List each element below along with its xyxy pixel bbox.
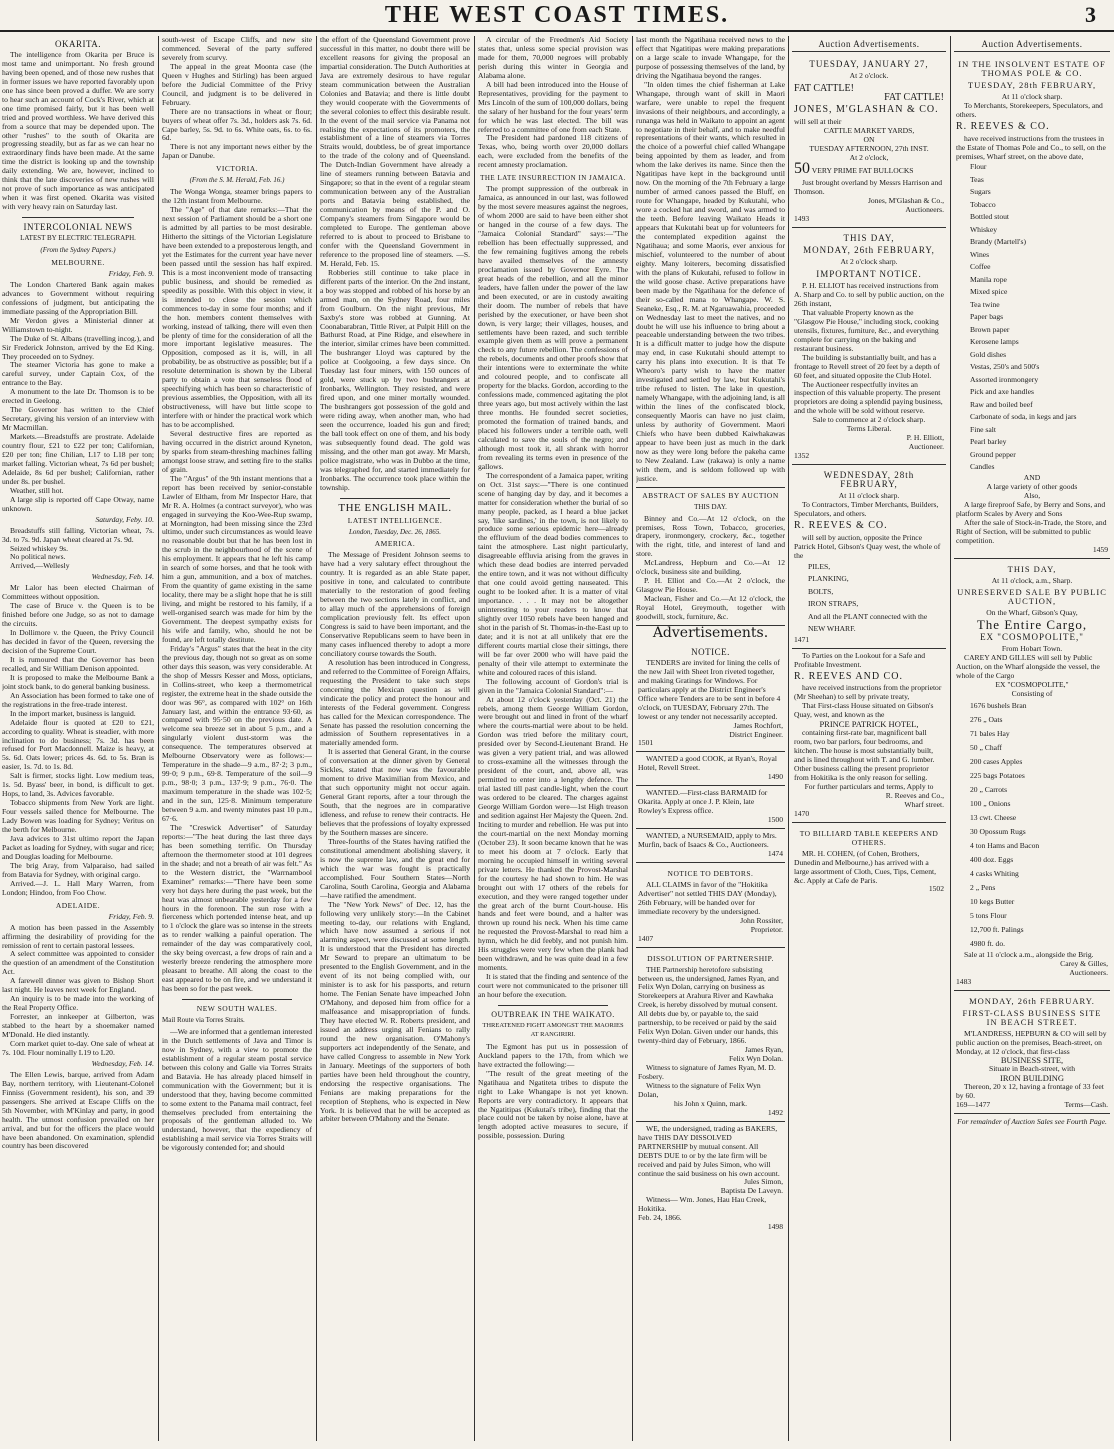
paragraph: No political news.: [10, 552, 66, 562]
cargo-item: 4 ton Hams and Bacon: [970, 840, 1040, 850]
goods-item: Brandy (Martell's): [970, 237, 1026, 247]
paragraph: Salt is firmer, stocks light. Low medium teas, 1s. 5d. Byass' beer, in bond, is difficult to get. Hops, to land, 3s. Advices favorable.: [2, 771, 154, 799]
ad-text: From Hobart Town.: [1001, 644, 1063, 654]
paragraph: The Duke of St. Albans (travelling incog.), and Sir Frederick Johnston, arrived by the Ed King. They proceeded on to Sydney.: [2, 333, 154, 361]
goods-item: Carbonate of soda, in kegs and jars: [970, 412, 1077, 422]
billiard-heading: TO BILLIARD TABLE KEEPERS AND OTHERS.: [799, 828, 939, 847]
witness: Witness— Wm. Jones, Hau Hau Creek, Hokitika.: [638, 1195, 767, 1214]
ad-text: A large fireproof Safe, by Berry and Sons, and platform Scales by Avery and Sons: [956, 499, 1106, 518]
abstract-item: Binney and Co.—At 12 o'clock, on the premises, Ross Town, Tobacco, groceries, drapery, ironmongery, crockery, &c., together with the right, title, and interest of land and store.: [636, 513, 785, 559]
dateline: Friday, Feb. 9.: [108, 268, 154, 278]
cargo-item: 4 casks Whiting: [970, 868, 1019, 878]
paragraph: In the import market, business is languid.: [10, 708, 136, 718]
paragraph: The Wonga Wonga, steamer brings papers to the 12th instant from Melbourne.: [162, 187, 312, 206]
goods-item: Tea twine: [970, 299, 1000, 309]
paragraph: An inquiry is to be made into the working of the Real Property Office.: [2, 994, 154, 1013]
ad-text: will sell at their: [794, 116, 842, 126]
paragraph: The Ellen Lewis, barque, arrived from Adam Bay, northern territory, with Lieutenant-Colonel Finniss (Government resident), his son, and 39 passengers. She arrived at Escape Cliffs on the 5th November, with M'Kinlay and party, in good health. The utmost confusion prevailed on her arrival, and but for the officers the place would have been abandoned. On examination, splendid country has been discovered: [2, 1069, 154, 1151]
dateline: Friday, Feb. 9.: [108, 911, 154, 921]
paragraph: There is not any important news either by the Japan or Danube.: [162, 142, 312, 161]
signature: R. Reeves and Co.,: [885, 790, 944, 800]
ad-text: Consisting of: [1011, 689, 1053, 698]
signature: Baptista De Laveyn.: [720, 1186, 783, 1196]
english-mail-subheading: LATEST INTELLIGENCE.: [347, 515, 443, 525]
list-item: IRON STRAPS,: [808, 599, 859, 609]
paragraph: south-west of Escape Cliffs, and new site commenced. Several of the party suffered severely from scurvy.: [162, 36, 312, 62]
hotel-sale-ad: [792, 649, 946, 823]
goods-item: Coffee: [970, 262, 991, 272]
ad-text: have received instructions from the trustees in the Estate of Thomas Pole and Co., to sell, on the premises, Wharf street, on the above date,: [956, 133, 1106, 161]
ad-number: 1490: [767, 772, 783, 782]
goods-item: Gold dishes: [970, 349, 1007, 359]
cargo-sale-ad: [954, 559, 1110, 991]
cargo-heading: The Entire Cargo,: [976, 617, 1088, 633]
paragraph: A monument to the late Dr. Thomson is to be erected in Geelong.: [2, 387, 154, 406]
ad-text: WANTED, a NURSEMAID, apply to Mrs. Murfin, back of Isaacs & Co., Auctioneers.: [638, 831, 777, 850]
signature: Jules Simon,: [744, 1177, 783, 1187]
ad-number: 1352: [794, 451, 810, 461]
intercolonial-subheading: LATEST BY ELECTRIC TELEGRAPH.: [20, 234, 136, 243]
goods-item: Raw and boiled beef: [970, 399, 1033, 409]
ad-text: Sale to commence at 2 o'clock sharp.: [812, 415, 926, 425]
paragraph: At about 12 o'clock yesterday (Oct. 21) the rebels, among them George William Gordon, were brought out and lined in front of the wharf where the courts-martial were about to be held. Gordon was tried before the military court, presided over by Second-Lieutenant Brand. He was given a very patient trial, and was allowed to cross-examine all the witnesses through the president of the court, and, above all, was permitted to enter into a lengthy defence. The trial lasted till past candle-light, when the court was ordered to be cleared. The charges against George William Gordon were—1st High treason and sedition against Her Majesty the Queen. 2nd. Inciting to murder and rebellion. He was put into the court-martial on the next Monday morning (October 23). It soon became known that he was to meet his doom at 7 o'clock. Early that morning he occupied himself in writing several private letters. He thanked the Provost-Marshal for the courtesy he had shown to him. He was brought out with 17 others of the rebels for execution, and they were ranged together under the great arch of the burnt Court-house. His hands and feet were bound, and a halter was thrown up round his neck. When his time came he requested the Provost-Marshal to read him a hymn, which he did feebly, and not punish him. His struggles were very few when the plank had been withdrawn, and he was quite dead in a few moments.: [478, 694, 628, 973]
insolvent-estate-ad: [954, 54, 1110, 559]
cargo-item: 1676 bushels Bran: [970, 700, 1027, 710]
cargo-item: 20 „ Carrots: [970, 784, 1008, 794]
ad-number: 1502: [928, 884, 944, 894]
dateline: Wednesday, Feb. 14.: [91, 572, 154, 582]
goods-item: Brown paper: [970, 324, 1010, 334]
paragraph: An Association has been formed to take one of the registrations in the free-trade interest.: [2, 690, 154, 709]
signature: James Rochfort,: [733, 720, 783, 730]
column-5: [636, 36, 785, 1441]
ad-number: 1501: [638, 738, 654, 748]
ad-text: BUSINESS SITE,: [1000, 1055, 1064, 1066]
ad-text: The building is substantially built, and has a frontage to Revell street of 20 feet by a depth of 60 feet, and situated opposite the Club Hotel.: [794, 352, 940, 380]
auction-date: TUESDAY, 28th FEBRUARY,: [967, 79, 1097, 90]
cargo-item: 12,700 ft. Palings: [970, 924, 1024, 934]
goods-item: Assorted ironmongery: [970, 374, 1039, 384]
ad-text: Just brought overland by Messrs Harrison and Thomson.: [794, 178, 943, 197]
signature-title: Auctioneers.: [1069, 967, 1108, 977]
cargo-item: 30 Opossum Rugs: [970, 826, 1026, 836]
list-item: PILES,: [808, 561, 831, 571]
footer-note: For remainder of Auction Sales see Fourth Page.: [957, 1117, 1107, 1127]
ad-text: For further particulars and terms, Apply to: [804, 781, 934, 791]
signature-title: Auctioneer.: [908, 442, 944, 452]
abstract-item: McLandress, Hepburn and Co.—At 12 o'clock, business site and building.: [636, 558, 785, 577]
ad-text: That valuable Property known as the "Glasgow Pie House," including stock, cooking utensils, fixtures, furniture, &c., and everything complete for carrying on the baking and restaurant business.: [794, 307, 939, 353]
auction-day: THIS DAY,: [1007, 563, 1057, 574]
ad-number: 1483: [956, 976, 972, 986]
ad-number: 1470: [794, 808, 810, 818]
signature: Felix Wyn Dolan.: [728, 1054, 783, 1064]
sale-heading: UNRESERVED SALE BY PUBLIC AUCTION,: [957, 587, 1107, 607]
cargo-item: 71 bales Hay: [970, 728, 1010, 738]
abstract-subheading: THIS DAY.: [694, 502, 727, 511]
hotel-name: PRINCE PATRICK HOTEL,: [819, 719, 919, 730]
column-rule: [316, 36, 317, 1441]
signature-title: Auctioneers.: [905, 205, 944, 215]
signature: Jones, M'Glashan & Co.,: [867, 196, 944, 206]
column-7: [954, 36, 1110, 1441]
masthead: [0, 0, 1114, 32]
column-rule: [950, 36, 951, 1441]
goods-item: Candles: [970, 462, 995, 472]
paragraph: The appeal in the great Moonta case (the Queen v Hughes and Stirling) has been argued before the Judicial Committee of the Privy Council, and judgment is to be delivered in February.: [162, 61, 312, 107]
paragraph: Several destructive fires are reported as having occurred in the district around Kyneton, by sparks from steam-threshing machines falling amongst loose straw, and setting fire to the stalks of grain.: [162, 428, 312, 474]
estate-heading: IN THE INSOLVENT ESTATE OF THOMAS POLE & CO.: [958, 58, 1106, 78]
okarita-article: The intelligence from Okarita per Bruce is most tame and unimportant. No fresh ground having been opened, and of those new rushes that in former issues we have reported favorably upon one has since been proved a duffer. We are sorry to hear such an account of Cock's River, which at one time promised fairly, but it has been well tried and proved worthless. We have derived this from a source that may be depended upon. The other "rushes" to the south of Okarita are progressing steadily, but as far as we can hear no extraordinary finds have been made. At the same time the district is looking up and the township daily extending. We are, however, inclined to think that the late discoveries of new rushes will not prove of such importance as was anticipated when it was first opened. Okarita was visited with very heavy rain on Saturday last.: [2, 49, 154, 212]
abstract-item: P. H. Elliot and Co.—At 2 o'clock, the Glasgow Pie House.: [636, 576, 785, 595]
adelaide-heading: ADELAIDE.: [55, 900, 101, 910]
page-number: 3: [1085, 2, 1096, 27]
ad-text: That First-class House situated on Gibson's Quay, west, and known as the: [794, 701, 934, 720]
goods-item: Tobacco: [970, 199, 996, 209]
billiard-ad: [792, 823, 946, 898]
cargo-item: 5 tons Flour: [970, 910, 1007, 920]
fat-cattle-2: FAT CATTLE!: [884, 91, 944, 103]
paragraph: Seized whiskey 9s.: [10, 543, 68, 553]
paragraph: The "New York News" of Dec. 12, has the following very unlikely story:—In the Cabinet meeting to-day, our relations with England, which have now assumed a serious if not alarming aspect, were discussed at some length. It is understood that the President has directed Mr Seward to prepare an ultimatum to be presented to the English Government, and in the event of its not being complied with, our minister is to ask for his passports, and return home. The Fenian Senate have impeached John O'Mahony, and deposed him from office for a malfeasance and misappropriation of funds. They have elected W. R. Roberts president, and issued an address urging all Fenians to rally round the new organisation. O'Mahony's supporters act independently of the Senate, and have called Congress to assemble in New York in January. Meetings of the supporters of both parties have been held throughout the country, endorsing the respective organisations. The Fenians are making preparations for the reception of Stephens, who is expected in New York. It is believed that he will be accepted as arbiter between O'Mahony and the Senate.: [320, 899, 470, 1124]
notice-heading: NOTICE.: [691, 646, 730, 657]
ad-text: WANTED.—First-class BARMAID for Okarita. Apply at once J. P. Klein, late Rowley's Express office.: [638, 788, 768, 816]
goods-item: Flour: [970, 162, 987, 172]
goods-item: Vestas, 250's and 500's: [970, 362, 1040, 372]
paragraph: A resolution has been introduced in Congress, and referred to the Committee of Foreign Affairs, requesting the President to take such steps concerning the Mexican question as will vindicate the policy and protect the honour and interests of the Federal government. Congress has called for the Mexican correspondence. The Senate has passed the resolution concerning the admission of Southern representatives in a materially amended form.: [320, 657, 470, 748]
ad-text: MR. H. COHEN, (of Cohen, Brothers, Dunedin and Melbourne,) has arrived with a large assortment of Cloth, Cues, Tips, Cement, &c. Apply at Cafe de Paris.: [794, 848, 937, 885]
auction-date: TUESDAY, JANUARY 27,: [809, 58, 929, 69]
paragraph: Arrived,—Wellesly: [10, 561, 70, 571]
column-3: [320, 36, 470, 1441]
paragraph: A farewell dinner was given to Bishop Short last night. He leaves next week for England.: [2, 976, 154, 995]
cargo-item: 225 bags Potatoes: [970, 770, 1025, 780]
column-rule: [158, 36, 159, 1441]
lot-count: 50: [794, 160, 810, 178]
signature-title: Proprietor.: [750, 924, 783, 934]
column-rule: [632, 36, 633, 1441]
divider: [498, 1005, 608, 1006]
cargo-item: 4980 ft. do.: [970, 938, 1006, 948]
paragraph: Forrester, an innkeeper at Gilberton, was stabbed to the heart by a shoemaker named M'Donald. He died instantly.: [2, 1012, 154, 1040]
english-mail-dateline: London, Tuesday, Dec. 26, 1865.: [349, 527, 441, 536]
ad-text: will sell by auction, opposite the Prince Patrick Hotel, Gibson's Quay west, the whole of the: [794, 532, 941, 560]
divider: [636, 487, 785, 488]
goods-item: Manila rope: [970, 274, 1007, 284]
paragraph: Three-fourths of the States having ratified the constitutional amendment abolishing slavery, it is now the supreme law, and the great end for which the war was fought is practically accomplished. Four Southern States—North Carolina, South Carolina, Georgia and Alabama—have ratified the amendment.: [320, 836, 470, 900]
mark: his John x Quinn, mark.: [674, 1098, 747, 1108]
auction-time: At 11 o'clock sharp.: [838, 490, 900, 500]
ad-text: Terms Liberal.: [846, 424, 892, 434]
newspaper-title: THE WEST COAST TIMES.: [384, 2, 730, 28]
signature: John Rossiter,: [740, 915, 783, 925]
paragraph: The Egmont has put us in possession of Auckland papers to the 17th, from which we have extracted the following:—: [478, 1041, 628, 1069]
nsw-heading: NEW SOUTH WALES.: [196, 1004, 278, 1014]
list-item: BOLTS,: [808, 586, 834, 596]
paragraph: the effort of the Queensland Government prove successful in this matter, no doubt there will be excellent reasons for giving the proposal an impartial consideration. The Dutch Authorities at Java are extremely desirous to have regular steam communication between the Australian Colonies and Batavia; and there is little doubt they would cooperate with the Governments of the several colonies to effect this desirable result. In the event of the mail service via Panama not realising the expectations of its promoters, the establishment of a line of steamers via Torres Straits would, doubtless, be of great importance to the trade of the colony and of Queensland. The Dutch-Indian Government have already a line of steamers running between Batavia and Singapore; so that in the event of a regular steam communication between any of the Australian ports and Batavia being established, the communication by means of the P. and O. Company's steamers from Singapore would be completed to Europe. The gentleman above referred to is about to proceed to Brisbane to confer with the Queensland Government in reference to the proposed line of steamers. —S. M. Herald, Feb. 15.: [320, 36, 470, 268]
ad-text: IRON BUILDING: [1000, 1073, 1064, 1084]
goods-item: Paper bags: [970, 312, 1004, 322]
paragraph: Arrived.—J. L. Hall Mary Warren, from London; Hindoo, from Foo Chow.: [2, 878, 154, 897]
paragraph: A motion has been passed in the Assembly affirming the desirability of providing for the remission of rent to certain pastoral lessees.: [2, 922, 154, 950]
ad-number: 1407: [638, 933, 654, 943]
column-1: [2, 36, 154, 1441]
ad-number: 1471: [794, 634, 810, 644]
signature: P. H. Elliott,: [906, 433, 944, 443]
ad-text: To Contractors, Timber Merchants, Builders, Speculators, and others.: [794, 499, 939, 518]
cargo-item: 200 cases Apples: [970, 756, 1023, 766]
auction-date: WEDNESDAY, 28th FEBRUARY,: [823, 470, 915, 490]
america-heading: AMERICA.: [374, 539, 416, 549]
dissolution-notice: [636, 948, 785, 1122]
auction-time: At 11 o'clock, a.m., Sharp.: [991, 575, 1073, 585]
paragraph: "In olden times the chief fisherman at Lake Whangape, through want of skill in Maori warfare, were unable to repel the frequent invasions of their neighbours, and accordingly, a runanga was held in Waikato to appoint an agent to negotiate in their behalf, and to make needful representations of their wants, which resulted in the choice of a powerful chief called Whangape being appointed by them as leader, and from whom the lake derives its name. Since then the Ngatitipas have kept in the background until now. On the morning of the 7th February a large number of armed canoes passed the Bluff, en route for Whangape, headed by Kukutahi, who wore a cocked hat and sword, and was armed to the teeth. Before leaving Waikato Heads it appears that Kukutahi beat up for volunteers for the contemplated expedition against the Ngatihaua; and some Maoris, ever anxious for mischief, volunteered to the number of about eighty. Many loiterers, becoming dissatisfied with the plans of Kukutahi, refused to follow in the wild goose chase. Active preparations have been made by the Ngatihaua for the defence of their so-called mana to Whangape. W. S. Seaneke, Esq., R. M. at Ngaruawahia, proceeded on Wednesday last to meet the natives, and no doubt he will use his influence to bring about a peaceable understanding between the two tribes. It is a difficult matter to judge how the dispute may end, in case Kukutahi should attempt to carry his plans into execution. It is that Te Wheoro's party wish to have the matter investigated and settled by law, but Kukutahi's tribe refused to listen. The lake in question, namely Whangape, with the adjoining land, is all within the lines of the confiscated block, consequently Maoris can have no just claim, unless by authority of Government. Maori Chiefs who have been dubbed Kaiwhakawas appear to have been just as much in the dark now as they were long before the pakeha came to New Zealand. Law (rakawa) is only a name with them, and is seldom followed up with justice.: [636, 79, 785, 483]
ship-name: EX "COSMOPOLITE,": [980, 632, 1084, 643]
cargo-item: 100 „ Onions: [970, 798, 1011, 808]
auction-heading: Auction Advertisements.: [792, 40, 946, 52]
cargo-item: 400 doz. Eggs: [970, 854, 1014, 864]
ad-text: To Merchants, Storekeepers, Speculators, and others.: [956, 100, 1103, 119]
paragraph: Mr Verdon gives a Ministerial dinner at Williamstown to-night.: [2, 315, 154, 334]
ad-text: On the Wharf, Gibson's Quay,: [986, 608, 1078, 618]
paragraph: The Governor has written to the Chief Secretary, giving his version of an interview with Mr Macmillan.: [2, 405, 154, 433]
goods-item: Fine salt: [970, 424, 996, 434]
paragraph: A bill had been introduced into the House of Representatives, providing for the payment to Mrs Lincoln of the sum of 100,000 dollars, being the salary of her husband for the four years' term for which he was last elected. The bill was referred to a committee of one from each State.: [478, 79, 628, 134]
auction-date: MONDAY, 26th FEBRUARY.: [969, 995, 1095, 1006]
paragraph: A large slip is reported off Cape Otway, name unknown.: [2, 494, 154, 513]
goods-list: [956, 161, 1108, 474]
list-item: And all the PLANT connected with the NEW WHARF.: [808, 611, 928, 634]
paragraph: last month the Ngatihaua received news to the effect that Ngatitipas were making preparations on a large scale to invade Whangape, for the purpose of possessing themselves of the land, by driving the Ngatihaua beyond the ranges.: [636, 36, 785, 80]
cargo-item: 2 „ Pens: [970, 882, 996, 892]
auction-heading: Auction Advertisements.: [954, 40, 1110, 52]
notice-text: TENDERS are invited for lining the cells of the new Jail with Sheet Iron riveted together, and making Gratings for Windows. For particulars apply at the District Engineer's Office where Tenders are to be sent in before 4 o'clock, on TUESDAY, February 27th. The lowest or any tender not necessarily accepted.: [638, 657, 781, 721]
witness: Witness to the signature of Felix Wyn Dolan,: [638, 1080, 761, 1099]
cargo-item: 13 cwt. Cheese: [970, 812, 1017, 822]
fat-cattle-1: FAT CATTLE!: [794, 82, 854, 94]
ad-text: TUESDAY AFTERNOON, 27th INST.: [809, 143, 929, 153]
column-rule: [474, 36, 475, 1441]
cargo-list: [956, 699, 1108, 951]
advertisements-heading: Advertisements.: [652, 625, 769, 641]
ad-text: M'LANDRESS, HEPBURN & CO will sell by public auction on the premises, Beach-street, on Monday, at 12 o'clock, that first-class: [956, 1028, 1107, 1056]
goods-item: Sugars: [970, 187, 991, 197]
goods-item: Whiskey: [970, 224, 997, 234]
paragraph: It is rumoured that the Governor has been recalled, and Sir William Denison appointed.: [2, 654, 154, 673]
paragraph: The "Creswick Advertiser" of Saturday reports:—"The heat during the last three days has been something terrific. On Thursday afternoon the thermometer stood at 101 degrees in the shade; and not a breath of air was felt." As to the Western district, the "Warrnambool Examiner" remarks:—"There have been some very hot days here during the past week, but the heat was almost unbearable yesterday for a few hours in the forenoon. The sun rose with a fierceness which portended intense heat, and up to 1 o'clock the glare was so intense in the streets as to render walking a painful operation. The remainder of the day was comparatively cool, the sky being overcast, a few drops of rain and a westerly breeze rendering the atmosphere more pleasant to breathe. All along the coast to the east appeared to be on fire, and we understand it has been so for the past week.: [162, 822, 312, 994]
paragraph: Friday's "Argus" states that the heat in the city the previous day, though not so great as on some other days this season, was very considerable. At the shop of Messrs Kesser and Moss, opticians, in Collins-street, who keep a thermometrical register, the extreme heat in the shade outside the door was 96°, as compared with 102° on 16th January last, and within the entrance 93·60, as compared with 95·50 on the previous date. A welcome sea breeze set in about 5 p.m., and a singularly violent dust-storm was the consequence. The temperatures observed at Melbourne Observatory were as follows:—Temperature in the shade—9 a.m., 87·2; 3 p.m., 99·0; 9 p.m., 69·8. Temperature of the soil—9 p.m., 98·0; 3 p.m., 137·9; 9 p.m., 76·0. The maximum temperature in the shade was 102·5; and in the sun, 125·8. Minimum temperature between 9 a.m. and twenty minutes past 10 p.m., 67·6.: [162, 643, 312, 823]
paragraph: It is proposed to make the Melbourne Bank a joint stock bank, to do general banking business.: [2, 672, 154, 691]
paragraph: The President had pardoned 118 citizens of Texas, who, being worth over 20,000 dollars each, were excluded from the benefits of the recent amnesty proclamation.: [478, 133, 628, 170]
cargo-item: 10 kegs Butter: [970, 896, 1015, 906]
abstract-heading: ABSTRACT OF SALES BY AUCTION: [642, 490, 779, 500]
victoria-source: (From the S. M. Herald, Feb. 16.): [189, 176, 285, 185]
paragraph: It is asserted that General Grant, in the course of conversation at the dinner given by General Sickles, stated that now was the favourable moment to drive Maximilian from Mexico, and that such opportunity might not occur again. General Grant reports, after a tour through the South, that the negroes are in comparative idleness, and refuse to renew their contracts. He believes that the professions of loyalty expressed by the Southern masses are sincere.: [320, 747, 470, 837]
wanted-ad: [636, 752, 785, 786]
ad-text: WANTED a good COOK, at Ryan's, Royal Hotel, Revell Street.: [638, 754, 777, 773]
notice-heading: IMPORTANT NOTICE.: [816, 269, 922, 280]
ad-number: 1498: [767, 1222, 783, 1232]
paragraph: —We are informed that a gentleman interested in the Dutch settlements of Java and Timor is now in Sydney, with a view to promote the establishment of a regular steam postal service between this colony and Galle via Torres Straits and Batavia. He has already placed himself in communication with the Government; but it is understood that they, having become committed to some extent to the Panama mail contract, feel themselves precluded from entertaining the proposals of the gentleman alluded to. We understand, however, that the expediency of establishing a mail service via Torres Straits will be vigorously contended for; and should: [162, 1026, 312, 1153]
column-6: [792, 36, 946, 1441]
auctioneer-firm: R. REEVES & CO.: [956, 120, 1050, 132]
paragraph: Markets.—Breadstuffs are prostrate. Adelaide country flour, £21 to £22 per ton; Californian, £20 per ton; fine Chilian, L17 to L18 per ton; market falling. Victorian wheat, 7s 6d per bushel; Adelaide, 8s 6d per bushel; Californian, rather under 8s. per bushel.: [2, 432, 154, 486]
signature-title: Wharf street.: [904, 799, 944, 809]
ad-text: THE Partnership heretofore subsisting between us, the undersigned, James Ryan, and Felix Wyn Dolan, carrying on business as Storekeepers at Arahura River and Kawhaka Creek, is hereby dissolved by mutual consent. All debts due by, or payable to, the said partnership, to be received or paid by the said Felix Wyn Dolan. Given under our hands, this twenty-third day of February, 1866.: [638, 964, 779, 1046]
goods-item: Ground pepper: [970, 449, 1016, 459]
cargo-item: 276 „ Oats: [970, 714, 1003, 724]
paragraph: The prompt suppression of the outbreak in Jamaica, as announced in our last, was followed by the most severe measures against the negroes, of whom 2000 are said to have been either shot or hanged in the course of a few days. The "Jamaica Colonial Standard" says:—"The rebellion has been effectually suppressed, and the few remaining fugitives among the rebels have availed themselves of the amnesty proclamation issued by Governor Eyre. The great heads of the rebellion, and all the minor leaders, have fallen under the power of the law and been executed, or are in custody awaiting their doom. The number of rebels that have perished by the executioner, or have been shot down, is very large; their villages, houses, and settlements have been razed, and such terrible example given them as will prove a permanent check to any future rebellion. The confessions of the rebels, documents and other proofs show that their intentions were to exterminate the white and coloured people, and to confiscate all property for the blacks. Gordon, according to the confessions made, commenced agitating the plot three years ago, but most actively within the last three months. He founded secret societies, promoted the formation of trained bands, and placed his followers under a terrible oath, well calculated to save the souls of the negro; and although most took it, all shrank with horror from revealing its terms even in presence of the gallows.: [478, 184, 628, 471]
ad-text: After the sale of Stock-in-Trade, the Store, and Right of Section, will be submitted to public competition.: [956, 517, 1107, 545]
okarita-heading: OKARITA.: [54, 39, 102, 49]
ad-number: 1492: [767, 1107, 783, 1117]
signature-title: District Engineer.: [729, 729, 783, 739]
ad-text: containing first-rate bar, magnificent ball room, two bar parlors, four bedrooms, and kitchen. The house is most substantially built, and is lined throughout with T. and G. lumber. Other business calling the present proprietor from Hokitika is the only reason for selling.: [794, 728, 935, 782]
dissolution-heading: DISSOLUTION OF PARTNERSHIP.: [647, 953, 774, 963]
paragraph: The correspondent of a Jamaica paper, writing on Oct. 31st says:—"There is one continued scene of hanging day by day, and it becomes a matter for consideration whether the burial of so many people, packed, as I heard a blue jacket say, 'like sardines,' in the town, is not likely to produce some serious epidemic here—already the effluvium of the dead bodies commences to taint the atmosphere. Last night particularly, disagreeable effluvia arising from the graves in which these dead bodies are interred pervaded the entire town, and it was not without difficulty that one could avoid getting nauseated. This ought to be looked after. It is a matter of vital importance. . . . It may not be altogether uninteresting to your readers to know that slightly over 1050 rebels have been hanged and shot in the parish of St. Thomas-in-the-East up to date; and it is not at all unlikely that ere the different courts martial close their sittings, there will be far over 2000 who will have paid the penalty of their vile attempt to exterminate the white and coloured races of this island.: [478, 470, 628, 677]
paragraph: A select committee was appointed to consider the question of an amendment of the Constitution Act.: [2, 949, 154, 977]
paragraph: Corn market quiet to-day. One sale of wheat at 7s. 10d. Flour nominally L19 to L20.: [2, 1038, 154, 1057]
nsw-subheading: Mail Route via Torres Straits.: [162, 1015, 245, 1024]
goods-item: Pick and axe handles: [970, 387, 1034, 397]
business-site-ad: [954, 991, 1110, 1114]
wharf-plant-auction-ad: [792, 465, 946, 649]
dateline: Wednesday, Feb. 14.: [91, 1058, 154, 1068]
ad-text: The Auctioneer respectfully invites an inspection of this valuable property. The present proprietors are doing a splendid paying business, and the whole will be sold without reserve.: [794, 379, 943, 416]
waikato-heading: OUTBREAK IN THE WAIKATO.: [491, 1009, 615, 1019]
ad-text: Thereon, 20 x 12, having a frontage of 33 feet by 60.: [956, 1082, 1104, 1101]
ad-text: CATTLE MARKET YARDS,: [823, 125, 915, 135]
paragraph: Adelaide flour is quoted at £20 to £21, according to quality. Wheat is steadier, with more inclination to do business; 7s. 3d. has been refused for Port Macdonnell. Maize is heavy, at 5s. 6d. Oats lower; prices 4s. 6d. to 5s. Bran is easier, 1s. 7d. to 1s. 8d.: [2, 717, 154, 772]
wanted-ad: [636, 829, 785, 863]
ad-text: CAREY AND GILLES will sell by Public Auction, on the Wharf alongside the vessel, the whole of the Cargo: [956, 653, 1100, 681]
divider: [340, 498, 450, 499]
ad-text: Also,: [1023, 490, 1041, 500]
column-2: [162, 36, 312, 1441]
column-rule: [788, 36, 789, 1441]
tender-notice: [636, 641, 785, 752]
cargo-item: 50 „ Chaff: [970, 742, 1002, 752]
auctioneer-firm: R. REEVES & CO.: [794, 519, 888, 531]
ad-text: ALL CLAIMS in favor of the "Hokitika Advertiser" not settled THIS DAY (Monday), 26th February, will be handed over for immediate recovery by the undersigned.: [638, 879, 777, 916]
jamaica-heading: THE LATE INSURRECTION IN JAMAICA.: [480, 174, 626, 183]
intercolonial-heading: INTERCOLONIAL NEWS: [23, 222, 133, 233]
ad-text: At 2 o'clock,: [849, 152, 889, 162]
item-list: [794, 561, 944, 636]
paragraph: Weather, still hot.: [10, 485, 64, 495]
auction-time: At 2 o'clock.: [849, 70, 889, 80]
english-mail-heading: THE ENGLISH MAIL.: [338, 501, 452, 514]
melbourne-heading: MELBOURNE.: [51, 257, 105, 267]
ad-text: P. H. ELLIOT has received instructions from A. Sharp and Co. to sell by public auction, on the 26th instant,: [794, 281, 944, 308]
paragraph: Mr Lalor has been elected Chairman of Committees without opposition.: [2, 583, 154, 602]
paragraph: The London Chartered Bank again makes advances to Government without requiring confessions of judgment, but anticipating the immediate passing of the Appropriation Bill.: [2, 279, 154, 316]
goods-item: Teas: [970, 174, 984, 184]
paragraph: The case of Bruce v. the Queen is to be finished before one Judge, so as not to damage the circuits.: [2, 601, 154, 629]
dateline: Saturday, Feby. 10.: [95, 514, 154, 524]
ad-number: 169—1477: [956, 1100, 991, 1110]
abstract-item: Maclean, Fisher and Co.—At 12 o'clock, the Royal Hotel, Greymouth, together with goodwill, stock, furniture, &c.: [636, 594, 785, 622]
ad-text: Situate in Beach-street, with: [988, 1064, 1076, 1074]
signature: Carey & Gilles,: [1060, 958, 1108, 968]
paragraph: There are no transactions in wheat or flour; buyers of wheat offer 7s. 3d., holders ask 7s. 6d. Cape barley, 5s. 9d. to 6s. White oats, 6s. to 6s. 6d.: [162, 106, 312, 143]
ad-text: ON: [863, 134, 875, 144]
goods-item: Wines: [970, 249, 990, 259]
paragraph: The "Age" of that date remarks:—That the next session of Parliament should be a short one is admitted by all parties to be most desirable. Hitherto the sittings of the Victorian Legislature have been extended to a preposterous length, and yet the Estimates for the current year have never been passed until the session has half expired. This is a most inconvenient mode of transacting public business, and should be remedied as speedily as possible. With this object in view, it is intended to close the session which commences to-day in some four months; and if the hon. members content themselves with working, instead of talking, there will even then be plenty of time for the consideration of all the more important legislative measures. The Opposition, composed as it is, will, in all probability, be as obstructive as possible; but if a resolute determination is shown by the Liberal party to obtain a vote that senseless flood of speechifying which has been so characteristic of previous assemblies, the Opposition, with all its obstructiveness, will have but little scope to interfere with or hinder the practical work which has to be accomplished.: [162, 205, 312, 430]
site-heading: FIRST-CLASS BUSINESS SITE IN BEACH STREET.: [962, 1007, 1102, 1027]
ad-number: 1459: [1092, 544, 1108, 554]
signature: James Ryan,: [744, 1045, 783, 1055]
ad-text: WE, the undersigned, trading as BAKERS, have THIS DAY DISSOLVED PARTNERSHIP by mutual consent. All DEBTS DUE to or by the late firm will be received and paid by Jules Simon, who will continue the said business on his own account.: [638, 1123, 780, 1178]
auctioneer-firm: JONES, M'GLASHAN & CO.: [794, 103, 939, 115]
ad-number: 1500: [767, 815, 783, 825]
ad-number: 1493: [794, 214, 810, 224]
ad-text: Sale at 11 o'clock a.m., alongside the Brig.: [964, 949, 1094, 959]
paragraph: The steamer Victoria has gone to make a careful survey, under Captain Cox, of the entrance to the Bay.: [2, 360, 154, 388]
auction-day: THIS DAY,: [843, 233, 895, 244]
paragraph: The following account of Gordon's trial is given in the "Jamaica Colonial Standard":—: [478, 676, 628, 695]
auction-date: MONDAY, 26th FEBRUARY,: [803, 245, 935, 256]
ad-number: 1474: [767, 849, 783, 859]
ad-text: To Parties on the Lookout for a Safe and Profitable Investment.: [794, 650, 926, 669]
wanted-ad: [636, 786, 785, 829]
list-item: PLANKING,: [808, 574, 849, 584]
auctioneer-firm: R. REEVES AND CO.: [794, 670, 903, 682]
ad-text: have received instructions from the proprietor (Mr Sheehan) to sell by private treaty,: [794, 683, 942, 702]
column-4: [478, 36, 628, 1441]
paragraph: The "Argus" of the 9th instant mentions that a report has been received by senior-constable Lawler of Eltham, from Mr Inspector Hare, that Mr R. A. Holmes (a contract surveyor), who was engaged in surveying the Koo-Wee-Rup swamp, at Mornington, had been missing since the 23rd ultimo, under such circumstances as would leave no reasonable doubt but that he has been lost in the scrub in the neighbourhood of the scene of his employment. It appears that he left his camp in search of some horses, and that he took with him a gun, ammunition, and a box of matches. From the quantity of game existing in the same locality, there may be a slight hope that he is still living, and might be restored to his family, if a well-organised search was made for him by the Government. The deepest sympathy exists for his wife and family, who, should he not be found, are left totally destitute.: [162, 473, 312, 644]
goods-item: Mixed spice: [970, 287, 1008, 297]
ad-text: AND: [1023, 472, 1041, 482]
auction-time: At 11 o'clock sharp.: [1001, 91, 1063, 101]
waikato-subheading: THREATENED FIGHT AMONGST THE MAORIES AT RANGIRIRI.: [482, 1021, 624, 1038]
debtors-notice: [636, 863, 785, 948]
paragraph: The brig Aray, from Valparaiso, had sailed from Batavia for Sydney, with original cargo.: [2, 860, 154, 879]
paragraph: It is stated that the finding and sentence of the court were not communicated to the prisoner till an hour before the execution.: [478, 972, 628, 1000]
witness: Witness to signature of James Ryan, M. D. Fosbery.: [638, 1063, 776, 1081]
date: Feb. 24, 1866.: [638, 1213, 682, 1223]
bakers-notice: [636, 1122, 785, 1235]
paragraph: Java advices to 31st ultimo report the Japan Packet as loading for Sydney, with sugar and rice; and Douglas loading for Melbourne.: [2, 834, 154, 861]
paragraph: A circular of the Freedmen's Aid Society states that, unless some special provision was made for them, 70,000 negroes will probably perish during this winter in Georgia and Alabama alone.: [478, 36, 628, 80]
divider: [182, 999, 292, 1000]
paragraph: In Dollimore v. the Queen, the Privy Council has decided in favor of the Queen, reversing the decision of the Supreme Court.: [2, 628, 154, 655]
ship-name: EX "COSMOPOLITE,": [995, 680, 1069, 690]
victoria-heading: VICTORIA.: [215, 164, 259, 174]
paragraph: "The result of the great meeting of the Ngatihaua and Ngatiteta tribes to dispute the right to Lake Whangape is not yet known. Reports are very contradictory. It appears that the Ngatitipas (Kukutai's tribe), finding that the place could not be taken by noise alone, have at length adopted active measures to secure, if possible, possession. During: [478, 1068, 628, 1141]
ad-text: A large variety of other goods: [986, 481, 1078, 491]
debtors-heading: NOTICE TO DEBTORS.: [667, 868, 754, 878]
pie-house-auction-ad: [792, 228, 946, 465]
paragraph: Breadstuffs still falling. Victorian wheat, 7s. 3d. to 7s. 9d. Japan wheat cleared at 7s. 9d.: [2, 525, 154, 544]
paragraph: Tobacco shipments from New York are light. Four vessels sailed thence for Melbourne. The Lady Bowen was loading for Sydney; Veritus on the berth for Melbourne.: [2, 798, 154, 835]
goods-item: Kerosene lamps: [970, 337, 1019, 347]
lot-desc: VERY PRIME FAT BULLOCKS: [811, 166, 914, 176]
goods-item: Pearl barley: [970, 437, 1007, 447]
auction-time: At 2 o'clock sharp.: [840, 257, 898, 267]
paragraph: The Message of President Johnson seems to have had a very salutary effect throughout the country. It is regarded as an able State paper, positive in tone, and calculated to contribute materially to the restoration of good feeling between the two sections lately in conflict, and to allay much of the apprehensions of foreign complication previously felt. Its effect upon Congress is said to have been important, and the Conservative Republicans seem to have been in many cases influenced thereby to adopt a more conciliatory course towards the South.: [320, 550, 470, 658]
goods-item: Bottled stout: [970, 212, 1010, 222]
divider: [22, 217, 134, 218]
paragraph: Robberies still continue to take place in different parts of the interior. On the 2nd instant, a boy was stopped and robbed of his horse by an armed man, on the Sydney Road, four miles from Goulburn. On the night previous, Mr Saxby's store was robbed at Gunning. At Coonabarabran, Tittle River, at Pulpit Hill on the Bathurst Road, at Pine Ridge, and elsewhere in the interior, similar crimes have been committed. The bushranger Lloyd was captured by the police at Coolgooing, a few days since. On Tuesday last four miners, with 150 ounces of gold, were stuck up by two bushrangers at Ironbarks, Wellington. They resisted, and were fired upon, and one miner mortally wounded. The bushrangers got possession of the gold and were riding away, when another man, who had seen the occurrence, loaded his gun and fired; the ball took effect on one of them, and his body was subsequently found dead. The gold was missing, and the other man got away. Mr Marsh, police magistrate, who was in Dubbo at the time, was telegraphed for, and started immediately for Ironbarks. The occurrence took place within the township.: [320, 267, 470, 492]
intercolonial-source: (From the Sydney Papers.): [40, 246, 116, 255]
cattle-auction-ad: [792, 54, 946, 228]
terms: Terms—Cash.: [1064, 1100, 1108, 1110]
